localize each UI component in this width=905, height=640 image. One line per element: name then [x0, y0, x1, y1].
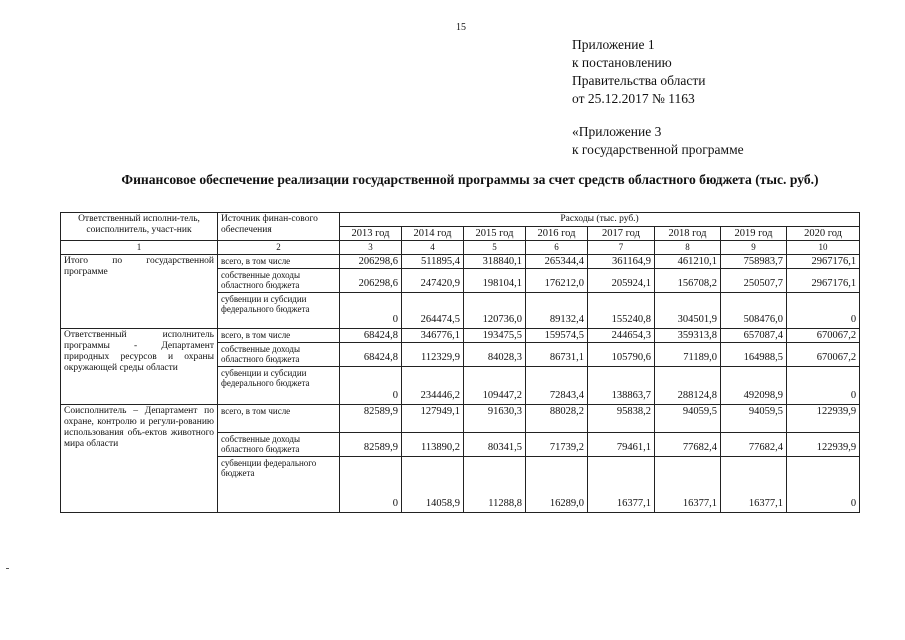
table-body: [61, 255, 860, 513]
value-cell: 14058,9: [402, 457, 464, 513]
value-cell: 105790,6: [588, 343, 655, 367]
value-cell: 318840,1: [464, 255, 526, 269]
value-cell: 461210,1: [655, 255, 721, 269]
header-year: 2015 год: [464, 227, 526, 241]
value-cell: 80341,5: [464, 433, 526, 457]
value-cell: 247420,9: [402, 269, 464, 293]
source-cell: всего, в том числе: [218, 255, 340, 269]
value-cell: 758983,7: [721, 255, 787, 269]
value-cell: 250507,7: [721, 269, 787, 293]
value-cell: 159574,5: [526, 329, 588, 343]
value-cell: 359313,8: [655, 329, 721, 343]
value-cell: 164988,5: [721, 343, 787, 367]
value-cell: 265344,4: [526, 255, 588, 269]
column-index: 5: [464, 241, 526, 255]
column-index: 4: [402, 241, 464, 255]
value-cell: 288124,8: [655, 367, 721, 405]
header-year: 2017 год: [588, 227, 655, 241]
column-index: 2: [218, 241, 340, 255]
value-cell: 206298,6: [340, 255, 402, 269]
table-row: [61, 329, 860, 343]
value-cell: 0: [787, 293, 860, 329]
source-cell: собственные доходы областного бюджета: [218, 433, 340, 457]
value-cell: 244654,3: [588, 329, 655, 343]
value-cell: 16377,1: [588, 457, 655, 513]
value-cell: 120736,0: [464, 293, 526, 329]
appendix-line-2: к постановлению: [572, 55, 672, 70]
margin-mark: [6, 568, 9, 569]
header-year: 2020 год: [787, 227, 860, 241]
source-cell: всего, в том числе: [218, 329, 340, 343]
value-cell: 0: [340, 457, 402, 513]
header-year: 2019 год: [721, 227, 787, 241]
value-cell: 508476,0: [721, 293, 787, 329]
value-cell: 109447,2: [464, 367, 526, 405]
column-index: 6: [526, 241, 588, 255]
source-cell: всего, в том числе: [218, 405, 340, 433]
value-cell: 138863,7: [588, 367, 655, 405]
value-cell: 122939,9: [787, 405, 860, 433]
value-cell: 156708,2: [655, 269, 721, 293]
value-cell: 176212,0: [526, 269, 588, 293]
value-cell: 2967176,1: [787, 269, 860, 293]
column-index-row: [61, 241, 860, 255]
appendix-line-1: Приложение 1: [572, 37, 655, 52]
value-cell: 68424,8: [340, 343, 402, 367]
value-cell: 670067,2: [787, 329, 860, 343]
value-cell: 94059,5: [655, 405, 721, 433]
header-source: Источник финан-сового обеспечения: [218, 213, 340, 241]
value-cell: 127949,1: [402, 405, 464, 433]
value-cell: 91630,3: [464, 405, 526, 433]
value-cell: 0: [340, 293, 402, 329]
value-cell: 193475,5: [464, 329, 526, 343]
value-cell: 94059,5: [721, 405, 787, 433]
column-index: 10: [787, 241, 860, 255]
appendix-quote-line-2: к государственной программе: [572, 142, 744, 157]
table-row: [61, 405, 860, 433]
value-cell: 68424,8: [340, 329, 402, 343]
value-cell: 670067,2: [787, 343, 860, 367]
column-index: 8: [655, 241, 721, 255]
responsible-cell: Итого по государственной программе: [61, 255, 218, 329]
value-cell: 82589,9: [340, 405, 402, 433]
source-cell: собственные доходы областного бюджета: [218, 269, 340, 293]
value-cell: 2967176,1: [787, 255, 860, 269]
page-number: 15: [456, 22, 466, 33]
value-cell: 198104,1: [464, 269, 526, 293]
value-cell: 113890,2: [402, 433, 464, 457]
value-cell: 89132,4: [526, 293, 588, 329]
appendix-block: [572, 36, 705, 108]
value-cell: 11288,8: [464, 457, 526, 513]
value-cell: 346776,1: [402, 329, 464, 343]
value-cell: 86731,1: [526, 343, 588, 367]
value-cell: 71739,2: [526, 433, 588, 457]
document-title: Финансовое обеспечение реализации государственной программы за счет средств областного бюджета (тыс. руб.): [121, 172, 819, 187]
value-cell: 511895,4: [402, 255, 464, 269]
value-cell: 16289,0: [526, 457, 588, 513]
value-cell: 16377,1: [655, 457, 721, 513]
header-year: 2018 год: [655, 227, 721, 241]
value-cell: 657087,4: [721, 329, 787, 343]
column-index: 3: [340, 241, 402, 255]
header-year: 2013 год: [340, 227, 402, 241]
header-responsible: Ответственный исполни-тель, соисполнитель, участ-ник: [61, 213, 218, 241]
appendix-line-4: от 25.12.2017 № 1163: [572, 91, 695, 106]
source-cell: собственные доходы областного бюджета: [218, 343, 340, 367]
value-cell: 492098,9: [721, 367, 787, 405]
value-cell: 71189,0: [655, 343, 721, 367]
appendix-line-3: Правительства области: [572, 73, 706, 88]
value-cell: 112329,9: [402, 343, 464, 367]
source-cell: субвенции и субсидии федерального бюджета: [218, 367, 340, 405]
header-year: 2016 год: [526, 227, 588, 241]
value-cell: 234446,2: [402, 367, 464, 405]
source-cell: субвенции и субсидии федерального бюджета: [218, 293, 340, 329]
value-cell: 84028,3: [464, 343, 526, 367]
value-cell: 16377,1: [721, 457, 787, 513]
column-index: 9: [721, 241, 787, 255]
responsible-cell: Ответственный исполнитель программы - Департамент природных ресурсов и охраны окружающей среды области: [61, 329, 218, 405]
responsible-cell: Соисполнитель – Департамент по охране, контролю и регули-рованию использования объ-ектов животного мира области: [61, 405, 218, 513]
value-cell: 0: [340, 367, 402, 405]
value-cell: 0: [787, 457, 860, 513]
value-cell: 205924,1: [588, 269, 655, 293]
value-cell: 155240,8: [588, 293, 655, 329]
appendix-quote-line-1: «Приложение 3: [572, 124, 662, 139]
value-cell: 79461,1: [588, 433, 655, 457]
value-cell: 72843,4: [526, 367, 588, 405]
column-index: 1: [61, 241, 218, 255]
value-cell: 0: [787, 367, 860, 405]
value-cell: 304501,9: [655, 293, 721, 329]
financing-table: [60, 212, 860, 513]
value-cell: 122939,9: [787, 433, 860, 457]
source-cell: субвенции федерального бюджета: [218, 457, 340, 513]
value-cell: 88028,2: [526, 405, 588, 433]
table-row: [61, 255, 860, 269]
header-year: 2014 год: [402, 227, 464, 241]
value-cell: 95838,2: [588, 405, 655, 433]
value-cell: 82589,9: [340, 433, 402, 457]
header-row-1: [61, 213, 860, 227]
header-expenses: Расходы (тыс. руб.): [340, 213, 860, 227]
column-index: 7: [588, 241, 655, 255]
value-cell: 77682,4: [655, 433, 721, 457]
appendix-quote-block: [572, 123, 744, 159]
value-cell: 264474,5: [402, 293, 464, 329]
value-cell: 206298,6: [340, 269, 402, 293]
value-cell: 361164,9: [588, 255, 655, 269]
value-cell: 77682,4: [721, 433, 787, 457]
